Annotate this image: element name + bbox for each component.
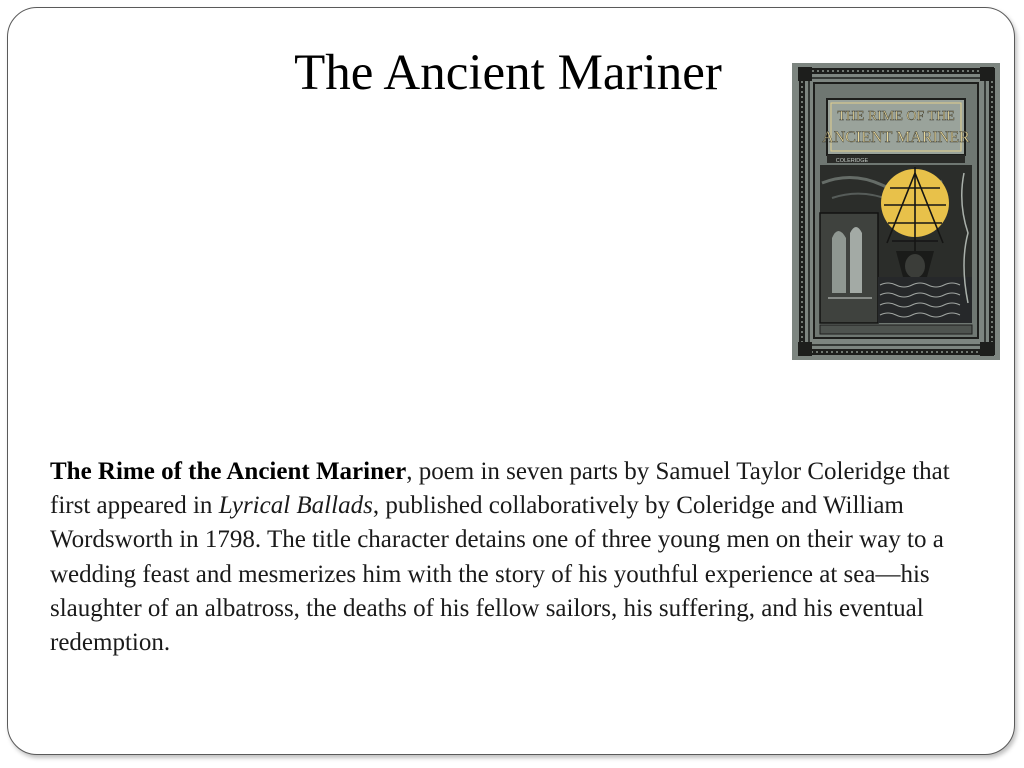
book-cover-image [792, 63, 1000, 360]
cover-title-line-2: ANCIENT MARINER [822, 129, 970, 146]
cover-title-line-1: THE RIME OF THE [837, 109, 955, 124]
slide-title: The Ancient Mariner [294, 45, 722, 101]
description-paragraph [50, 455, 975, 660]
cover-author: COLERIDGE [835, 158, 869, 164]
lyrical-ballads-italic: Lyrical Ballads [218, 492, 373, 520]
description-text-part-2: , published collaboratively by Coleridge and William Wordsworth in 1798. The title character detains one of three young men on their way to a wedding feast and mesmerizes him with the story of his youthful experience at sea—his slaughter of an albatross, the deaths of his fellow sailors, his suffering, and his eventual redemption. [50, 492, 944, 657]
poem-title-bold: The Rime of the Ancient Mariner [50, 458, 407, 485]
description-text-part-1: , poem in seven parts by Samuel Taylor Coleridge that first appeared in [50, 458, 950, 520]
